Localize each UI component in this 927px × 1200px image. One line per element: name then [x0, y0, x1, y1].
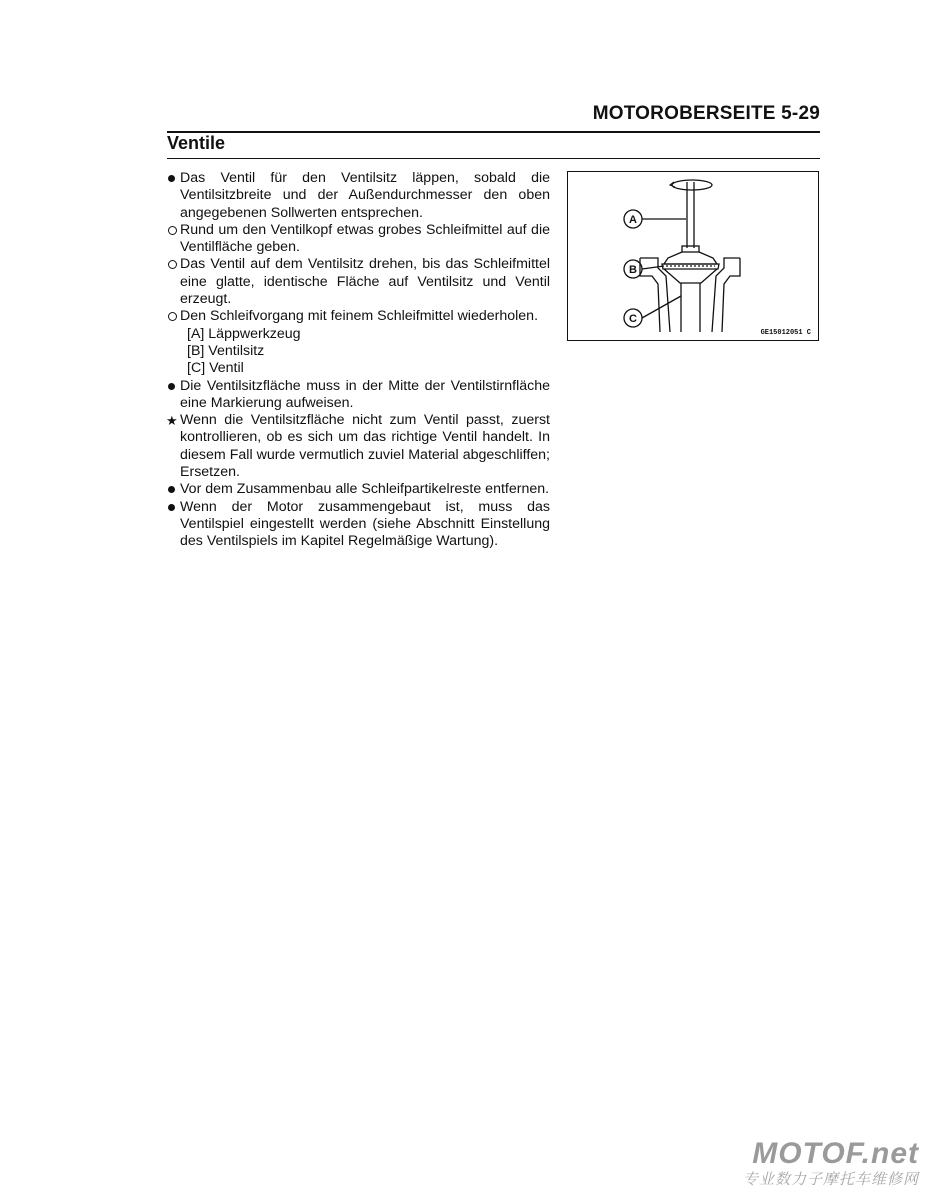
item-text: Das Ventil auf dem Ventilsitz drehen, bis das Schleifmittel eine glatte, identische Fläche auf Ventilsitz und Ventil erzeugt.: [180, 256, 550, 308]
star-icon: ★: [166, 413, 178, 429]
item-text: Wenn der Motor zusammengebaut ist, muss das Ventilspiel eingestellt werden (siehe Abschnitt Einstellung des Ventilspiels im Kapitel Regelmäßige Wartung).: [180, 498, 550, 550]
section-title: Ventile: [167, 133, 226, 153]
figure-label-a: A: [629, 214, 637, 226]
valve-lapping-figure: [567, 171, 819, 341]
section-divider: [167, 158, 820, 159]
page-header-title: MOTOROBERSEITE 5-29: [592, 103, 820, 124]
list-item: [167, 481, 550, 498]
figure-label-b: B: [629, 264, 637, 276]
list-item: [167, 499, 550, 551]
legend-item: [B] Ventilsitz: [187, 342, 265, 359]
figure-code: GE15012051 C: [760, 329, 811, 337]
figure-label-c: C: [629, 313, 637, 325]
watermark-logo: MOTOF.net: [752, 1137, 919, 1170]
list-item: [167, 378, 550, 413]
list-item: [167, 222, 550, 257]
list-item: [167, 170, 550, 222]
item-text: Das Ventil für den Ventilsitz läppen, sobald die Ventilsitzbreite und der Außendurchmesser den oben angegebenen Sollwerten entsprechen.: [180, 170, 550, 221]
watermark: [743, 1138, 919, 1188]
watermark-subtitle: 专业数力子摩托车维修网: [742, 1170, 919, 1188]
legend-item: [C] Ventil: [187, 360, 244, 377]
list-item: [167, 308, 550, 325]
instruction-list: [167, 170, 550, 551]
item-text: Die Ventilsitzfläche muss in der Mitte der Ventilstirnfläche eine Markierung aufweisen.: [180, 377, 550, 411]
item-text: Rund um den Ventilkopf etwas grobes Schleifmittel auf die Ventilfläche geben.: [180, 221, 550, 256]
header-divider: [167, 131, 820, 133]
valve-lapping-illustration: [568, 172, 820, 342]
list-item: [167, 256, 550, 308]
item-text: Vor dem Zusammenbau alle Schleifpartikelreste entfernen.: [180, 481, 550, 498]
item-text: Wenn die Ventilsitzfläche nicht zum Ventil passt, zuerst kontrollieren, ob es sich um das richtige Ventil handelt. In diesem Fall wurde vermutlich zuviel Material abgeschliffen; Ersetzen.: [180, 412, 550, 481]
list-item: [167, 412, 550, 481]
legend-item: [A] Läppwerkzeug: [187, 325, 301, 342]
item-text: Den Schleifvorgang mit feinem Schleifmittel wiederholen.: [180, 308, 539, 325]
